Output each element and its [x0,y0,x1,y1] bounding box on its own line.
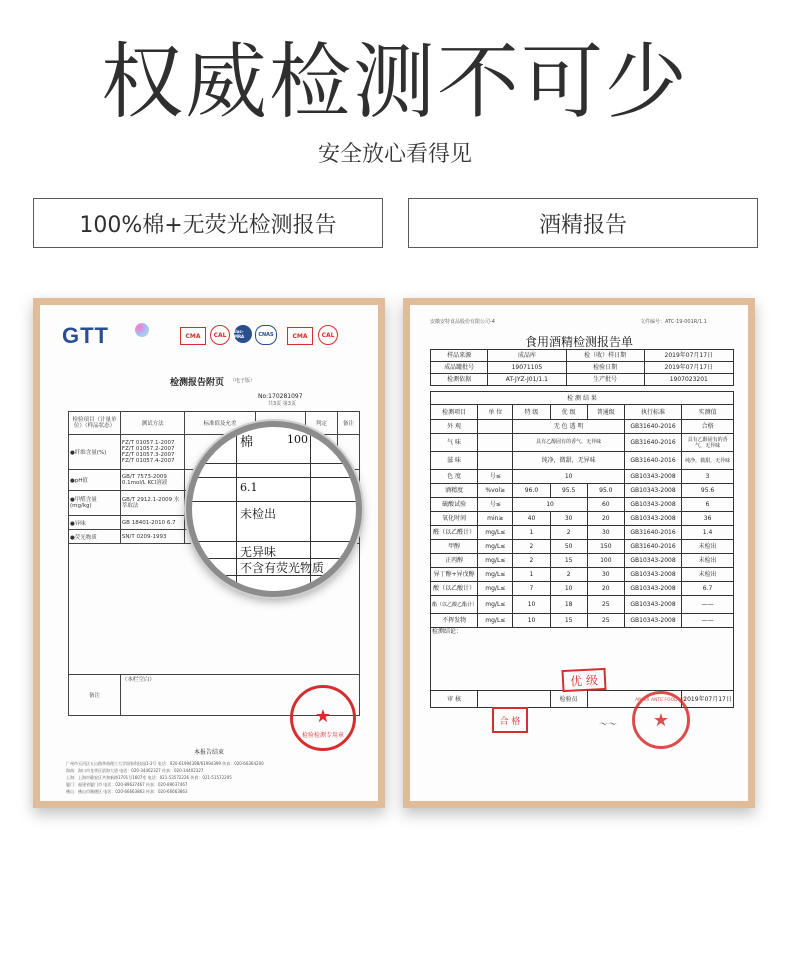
footer-line: 厦门：福建省厦门市 电话：020-89637467 传真：020-89637467 [66,782,188,787]
table-row: 酸（以乙酸计） mg/L≤ 7 10 20 GB10343-2008 6.7 [431,582,734,596]
inspection-stamp [290,685,356,751]
magnifier-lens [186,421,362,597]
mag-cotton-value: 100 [287,433,308,446]
gtt-logo: GTT [62,323,109,348]
row-method: GB/T 2912.1-2009 水萃取法 [120,491,184,516]
cotton-doc-subtitle: （电子版） [230,378,256,384]
approval-stamp: 合 格 [492,707,528,733]
cnas-mark-icon: CNAS [255,325,277,345]
footer-line: 上海：上海市静安区共和新路1701号1607室 电话：021-53572226 传真：021-51572205 [66,775,232,780]
col-header-judge: 判定 [306,412,338,435]
gtt-logo-mark [135,323,149,337]
page-title: 权威检测不可少 [100,35,689,130]
row-method: FZ/T 01057.1-2007 FZ/T 01057.2-2007 FZ/T 01057.3-2007 FZ/T 01057.4-2007 [120,435,184,470]
table-row: 醛（以乙醛计） mg/L≤ 1 2 30 GB31640-2016 1.4 [431,526,734,540]
info-row: 成品罐批号 19071105 检验日期 2019年07月17日 [431,362,734,374]
footer-line: 广州市天河区五山路华南理工大学国家科技园1-2号 电话：020-61994398/61994399 传真：020-66364200 [66,761,264,766]
row-item: ●异味 [69,516,121,530]
tab-alcohol-report[interactable]: 酒精报告 [408,198,758,248]
mag-fluorescent: 不含有荧光物质 [240,561,325,575]
round-stamp-text: ANHUI ANTE FOOD CO. [635,698,687,703]
table-row: 气 味 具有乙醇固有的香气，无异味 GB31640-2016 具有乙醇固有的香气，无异味 [431,434,734,452]
page-info: 共3页 第3页 [268,401,296,407]
footer-line: 海南：海口市龙华区滨海大道 电话：020-34402327 传真：020-34402327 [66,768,204,773]
cma-mark-icon: CMA [180,327,206,345]
ilac-mark-icon: ilac-MRA [234,325,252,343]
footer-lines [66,760,366,795]
mag-cotton-label: 棉 [240,435,254,450]
table-row: 异丁醇+异戊醇 mg/L≤ 1 2 30 GB10343-2008 未检出 [431,568,734,582]
remarks-value: （本栏空白） [120,675,359,716]
cotton-doc-title: 检测报告附页 [170,378,225,388]
info-row: 样品来源 成品库 检（收）样日期 2019年07月17日 [431,350,734,362]
footer-line: 佛山：佛山市顺德区 电话：020-66663863 传真：020-66663863 [66,789,188,794]
col-header-remark: 备注 [337,412,359,435]
table-row: 滋 味 纯净，微甜，无异味 GB31640-2016 纯净，微甜，无异味 [431,452,734,470]
company-round-stamp [632,691,690,749]
row-item: ●荧光物质 [69,530,121,544]
alcohol-report-frame [403,298,755,808]
mag-formaldehyde: 未检出 [240,507,277,521]
report-end: 本报告结束 [193,749,224,756]
table-row: 酒精度 %vol≥ 96.0 95.5 95.0 GB10343-2008 95.6 [431,484,734,498]
table-row: 氧化时间 min≥ 40 30 20 GB10343-2008 36 [431,512,734,526]
cal-mark-icon: CAL [210,325,230,345]
mag-ph-value: 6.1 [240,481,258,494]
table-row: 色 度 号≤ 10 GB10343-2008 3 [431,470,734,484]
results-table [430,391,734,708]
table-row: 外 观 无 色 透 明 GB31640-2016 合格 [431,420,734,434]
cma-mark-icon-2: CMA [287,327,313,345]
mag-odor: 无异味 [240,545,277,559]
table-row: 正丙醇 mg/L≤ 2 15 100 GB10343-2008 未检出 [431,554,734,568]
remarks-label: 备注 [69,675,121,716]
alcohol-report-paper [410,305,748,801]
table-row: 甲醇 mg/L≤ 2 50 150 GB31640-2016 未检出 [431,540,734,554]
round-stamp-star-icon: ★ [652,710,670,731]
stamp-star-icon: ★ [314,706,332,727]
col-header-std: 标准值及允差 [185,412,255,435]
conclusion-label: 检测结论： [431,628,734,691]
stamp-label: 检验检测专用章 [301,732,344,739]
col-header-method: 测试方法 [120,412,184,435]
sample-info-table [430,349,734,386]
report-number: No:170281097 [258,393,303,400]
col-header-item: 检验项目（计量单位）（样品状态） [69,412,121,435]
signature-row: 审 核 检验员 2019年07月17日 [431,691,734,708]
page-subtitle: 安全放心看得见 [317,142,472,167]
row-method: GB/T 7573-2009 0.1mol/L KCl溶液 [120,470,184,491]
grade-stamp: 优 级 [561,668,606,692]
results-title: 检 测 结 果 [431,392,734,405]
row-item: ●甲醛含量 (mg/kg) [69,491,121,516]
table-row: 硫酸试验 号≤ 10 60 GB10343-2008 6 [431,498,734,512]
table-row: 不挥发物 mg/L≤ 10 15 25 GB10343-2008 —— [431,614,734,628]
row-method: GB 18401-2010 6.7 [120,516,184,530]
results-header-row: 检测项目 单 位 特 级 优 级 普通级 执行标准 实测值 [431,405,734,420]
file-number: 文件编号：ATC-19-001R/1.1 [640,319,707,325]
row-item: ●纤维含量(%) [69,435,121,470]
alcohol-doc-title: 食用酒精检测报告单 [524,335,633,349]
inspector-signature: ～～ [598,720,617,730]
info-row: 检测依据 AT-JYZ-J01/1.1 生产批号 1907023201 [431,374,734,386]
table-row: 酯（以乙酸乙酯计） mg/L≤ 10 18 25 GB10343-2008 —— [431,596,734,614]
tab-cotton-report[interactable]: 100%棉+无荧光检测报告 [33,198,383,248]
row-item: ●pH值 [69,470,121,491]
company-name: 安徽安特食品股份有限公司-4 [430,319,495,325]
cal-mark-icon-2: CAL [318,325,338,345]
row-method: SN/T 0209-1993 [120,530,184,544]
